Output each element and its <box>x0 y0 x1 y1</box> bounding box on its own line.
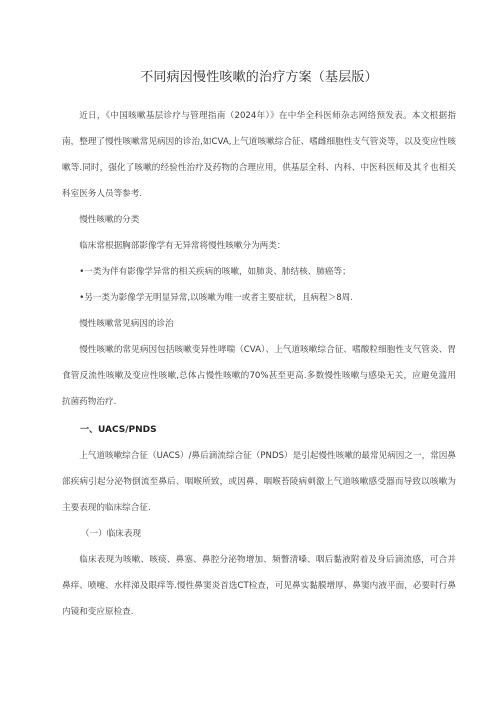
causes-paragraph: 慢性咳嗽的常见病因包括咳嗽变异性哮喘（CVA）、上气道咳嗽综合征、嗜酸粒细胞性支气管炎、胃食管反流性咳嗽及变应性咳嗽,总体占慢性咳嗽的70%甚至更高.多数慢性咳嗽与感染无关，应避免滥用抗菌药物治疗. <box>62 345 456 407</box>
clinical-paragraph: 临床表现为咳嗽、咳痰、鼻塞、鼻腔分泌物增加、频瞥清嗓、咽后黏液附着及身后滴流感，可合并鼻痒、喷嚏、水样涕及眼痒等.慢性鼻窦炎首选CT检查，可见鼻实黏膜增厚、鼻窦内液平面，必要时行鼻内镜和变应原检查. <box>62 555 456 617</box>
subsection-heading-clinical: （一）临床表现 <box>80 529 142 539</box>
classification-lead: 临床常根据胸部影像学有无异常将慢性咳嗽分为两类： <box>79 241 286 251</box>
intro-paragraph: 近日，《中国咳嗽基层诊疗与管理指南（2024年）》在中华全科医师杂志网络预发表。本文根据指南，整理了慢性咳嗽常见病因的诊治,如CVA,上气道咳嗽综合征、嗜雌细胞性支气管炎等，以及变应性咳嗽等.同时，强化了咳嗽的经验性治疗及药物的合理应用，供基层全科、内科、中医科医师及其彳也相关科室医务人员等参考. <box>62 111 456 199</box>
section-heading-uacs: 一、UACS/PNDS <box>80 425 157 435</box>
document-title: 不同病因慢性咳嗽的治疗方案（基层版） <box>140 70 378 85</box>
bullet-item: •一类为伴有影像学异常的相关疾病的咳嗽，如肺炎、肺结核、肺癌等； <box>79 267 351 277</box>
section-label-diagnosis: 慢性咳嗽常见病因的诊治 <box>79 319 174 329</box>
bullet-item: •另一类为影像学无明显异常,以咳嗽为唯一或者主要症状，且病程＞8周. <box>79 293 354 303</box>
uacs-paragraph: 上气道咳嗽综合征（UACS）/鼻后滴流综合征（PNDS）是引起慢性咳嗽的最常见病因之一，常因鼻部疾病引起分泌物倒流至鼻后、咽喉所致，或因鼻、咽喉苔陵病刺激上气道咳嗽感受器而导致以咳嗽为主要表现的临床综合征. <box>62 451 456 513</box>
section-label-classification: 慢性咳嗽的分类 <box>79 215 140 225</box>
